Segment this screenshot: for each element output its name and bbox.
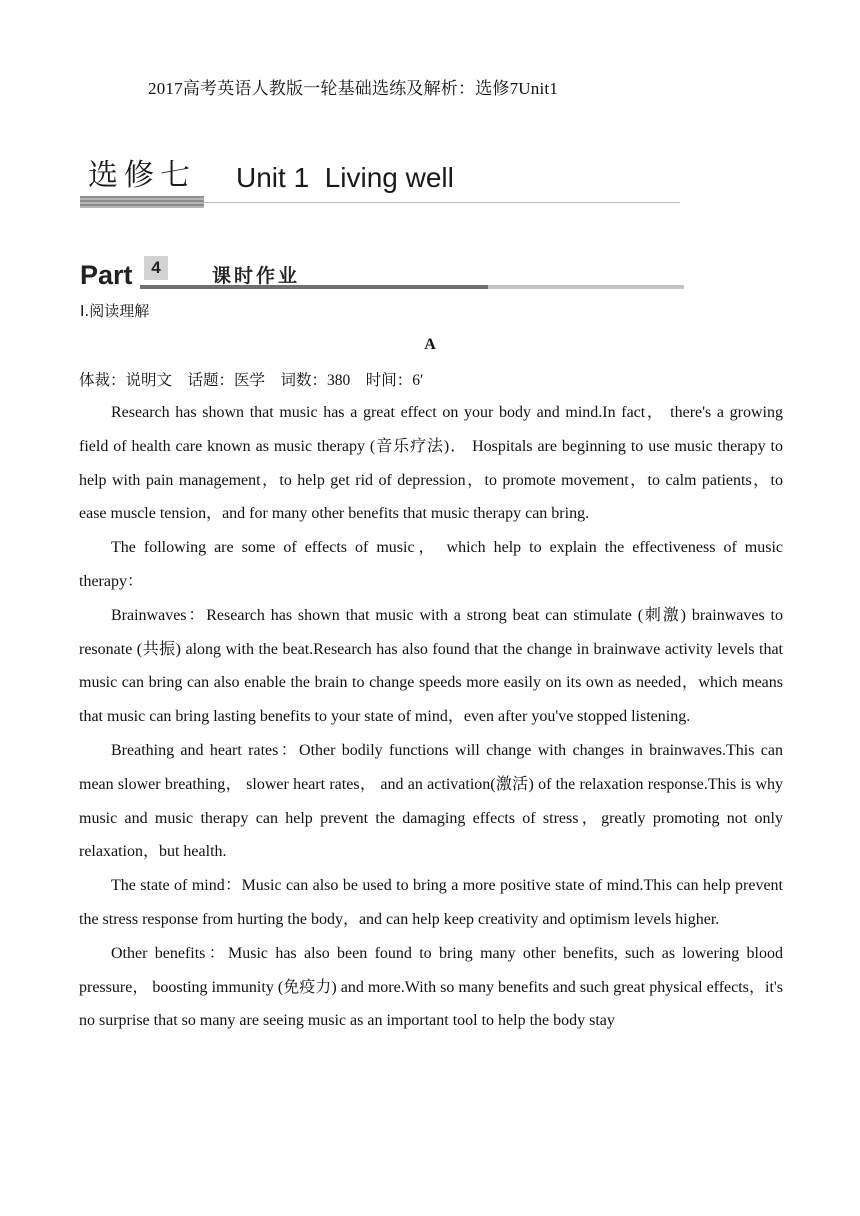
part-label: Part [80,260,133,290]
part-heading [80,254,690,294]
unit-heading-chinese: 选修七 [88,158,196,193]
unit-rule-thin [204,202,680,203]
passage-label: A [424,336,436,353]
part-number-badge: 4 [144,256,168,280]
paragraph-4: Breathing and heart rates：Other bodily functions will change with changes in brainwaves.This can mean slower breathing， slower heart rates， and an activation(激活) of the relaxation response.This is why music and music therapy can help prevent the damaging effects of stress，greatly promoting not only relaxation，but health. [79,741,783,861]
passage-meta: 体裁：说明文 话题：医学 词数：380 时间：6′ [79,372,424,389]
document-title: 2017高考英语人教版一轮基础选练及解析：选修7Unit1 [148,79,559,98]
unit-heading-english: Unit 1 Living well [236,162,454,193]
paragraph-3: Brainwaves：Research has shown that music with a strong beat can stimulate (刺激) brainwaves to resonate (共振) along with the beat.Research has also found that the change in brainwave activity levels that music can bring can also enable the brain to change speeds more easily on its own as needed，which means that music can bring lasting benefits to your state of mind，even after you've stopped listening. [79,606,783,726]
paragraph-1: Research has shown that music has a great effect on your body and mind.In fact， there's a growing field of health care known as music therapy (音乐疗法)． Hospitals are beginning to use music therapy to help with pain management，to help get rid of depression，to promote movement，to calm patients，to ease muscle tension，and for many other benefits that music therapy can bring. [79,404,783,523]
paragraph-6: Other benefits：Music has also been found to bring many other benefits, such as lowering blood pressure， boosting immunity (免疫力) and more.With so many benefits and such great physical effects，it's no surprise that so many are seeing music as an important tool to help the body stay [79,944,783,1030]
unit-heading [88,150,454,194]
part-title: 课时作业 [212,265,301,287]
unit-rule-thick [80,196,204,208]
section-label: Ⅰ.阅读理解 [80,302,150,320]
passage-body [79,396,783,1038]
paragraph-2: The following are some of effects of music， which help to explain the effectiveness of music therapy： [79,539,783,590]
paragraph-5: The state of mind：Music can also be used to bring a more positive state of mind.This can help prevent the stress response from hurting the body，and can help keep creativity and optimism levels higher. [79,877,783,928]
